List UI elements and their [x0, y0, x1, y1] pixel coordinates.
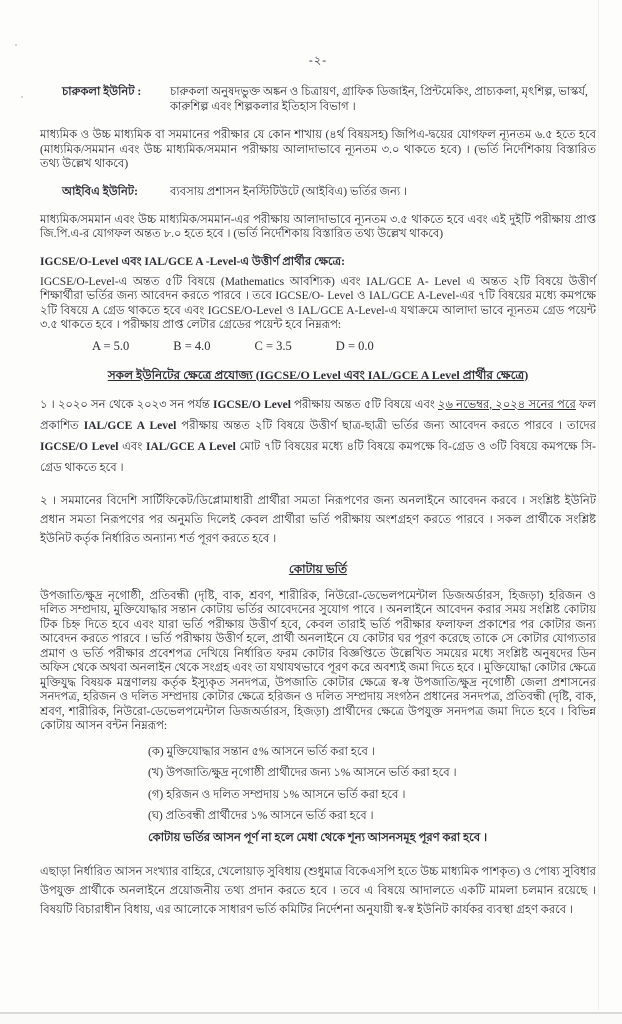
iba-unit-desc: ব্যবসায় প্রশাসন ইনস্টিটিউটে (আইবিএ) ভর্তির জন্য ।: [170, 185, 408, 198]
grade-points-row: [92, 339, 596, 354]
scan-speck: [21, 96, 23, 98]
grade-point-d: D = 0.0: [335, 338, 374, 353]
quota-item-disabled: (ঘ) প্রতিবন্ধী প্রার্থীদের ১% আসনে ভর্তি করা হবে ।: [148, 810, 374, 822]
rule-item-2: ২ । সমমানের বিদেশি সার্টিফিকেট/ডিপ্লোমাধারী প্রার্থীরা সমতা নিরূপণের জন্য অনলাইনে আবেদন করবে । সংশ্লিষ্ট ইউনিট প্রধান সমতা নিরূপণের পর অনুমতি দিলেই কেবল প্রার্থীরা ভর্তি পরীক্ষায় অংশগ্রহণ করতে পারবে । সকল প্রার্থীকে সংশ্লিষ্ট ইউনিট কর্তৃক নির্ধারিত অন্যান্য শর্ত পূরণ করতে হবে ।: [40, 494, 596, 545]
charukola-unit-label: চারুকলা ইউনিট :: [62, 86, 142, 98]
quota-item-tribal: (খ) উপজাতি/ক্ষুদ্র নৃগোষ্ঠী প্রার্থীদের জন্য ১% আসনে ভর্তি করা হবে ।: [148, 767, 457, 779]
quota-section-heading-text: কোটায় ভর্তি: [288, 561, 348, 576]
quota-merit-note: কোটায় ভর্তির আসন পূর্ণ না হলে মেধা থেকে শূন্য আসনসমূহ পূরণ করা হবে ।: [148, 831, 488, 844]
igcse-section-body: IGCSE/O-Level-এ অন্তত ৫টি বিষয়ে (Mathematics আবশ্যিক) এবং IAL/GCE A- Level এ অন্তত ২টি বিষয়ে উত্তীর্ণ শিক্ষার্থীরা ভর্তির জন্য আবেদন করতে পারবে । তবে IGCSE/O- Level ও IAL/GCE A-Level-এর ৭টি বিষয়ের মধ্যে কমপক্ষে ২টি বিষয়ে A গ্রেড থাকতে হবে এবং IGCSE/O-Level ও IAL/GCE A-Level-এ যথাক্রমে আলাদা ভাবে ন্যূনতম গ্রেড পয়েন্ট ৩.৫ থাকতে হবে । পরীক্ষায় প্রাপ্ত লেটার গ্রেডের পয়েন্ট হবে নিম্নরূপ:: [40, 275, 596, 331]
scan-speck: [15, 44, 17, 46]
charukola-unit-desc: চারুকলা অনুষদভুক্ত অঙ্কন ও চিত্রায়ণ, গ্রাফিক ডিজাইন, প্রিন্টমেকিং, প্রাচ্যকলা, মৃৎশিল্প, ভাস্কর্য, কারুশিল্প এবং শিল্পকলার ইতিহাস বিভাগ ।: [170, 86, 588, 113]
iba-requirement-para: মাধ্যমিক/সমমান এবং উচ্চ মাধ্যমিক/সমমান-এর পরীক্ষায় আলাদাভাবে ন্যূনতম ৩.৫ থাকতে হবে এবং এই দুইটি পরীক্ষায় প্রাপ্ত জি.পি.এ-র যোগফল অন্তত ৮.০ হতে হবে । (ভর্তি নির্দেশিকায় বিস্তারিত তথ্য উল্লেখ থাকবে): [40, 213, 596, 240]
all-units-section-heading: [40, 368, 596, 383]
grade-point-b: B = 4.0: [173, 338, 211, 353]
rule-item-1: ১ । ২০২০ সন থেকে ২০২৩ সন পর্যন্ত IGCSE/O Level পরীক্ষায় অন্তত ৫টি বিষয়ে এবং ২৬ নভেম্বর, ২০২৪ সনের পরে ফল প্রকাশিত IAL/GCE A Level পরীক্ষায় অন্তত ২টি বিষয়ে উত্তীর্ণ ছাত্র-ছাত্রী ভর্তির জন্য আবেদন করতে পারবে । তাদের IGCSE/O Level এবং IAL/GCE A Level মোট ৭টি বিষয়ের মধ্যে ৪টি বিষয়ে কমপক্ষে বি-গ্রেড ও ৩টি বিষয়ে কমপক্ষে সি-গ্রেড থাকতে হবে ।: [40, 398, 596, 474]
quota-section-body: উপজাতি/ক্ষুদ্র নৃগোষ্ঠী, প্রতিবন্ধী (দৃষ্টি, বাক, শ্রবণ, শারীরিক, নিউরো-ডেভেলপমেন্টাল ডিজঅর্ডারস, হিজড়া) হরিজন ও দলিত সম্প্রদায়, মুক্তিযোদ্ধার সন্তান কোটায় ভর্তির আবেদনের সুযোগ পাবে । অনলাইনে আবেদন করার সময় সংশ্লিষ্ট কোটায় টিক চিহ্ন দিতে হবে এবং যারা ভর্তি পরীক্ষায় উত্তীর্ণ হবে, কেবল তারাই ভর্তি পরীক্ষার ফলাফল প্রকাশের পর কোটার জন্য আবেদন করতে পারবে । ভর্তি পরীক্ষায় উত্তীর্ণ হলে, প্রার্থী অনলাইনে যে কোটার ঘর পূরণ করেছে তাকে সে কোটার যোগ্যতার প্রমাণ ও ভর্তি পরীক্ষার প্রবেশপত্র দেখিয়ে নির্ধারিত ফরম কোটার বিজ্ঞপ্তিতে উল্লেখিত সময়ের মধ্যে সংশ্লিষ্ট অনুষদের ডিন অফিস থেকে অথবা অনলাইন থেকে সংগ্রহ এবং তা যথাযথভাবে পূরণ করে অবশ্যই জমা দিতে হবে । মুক্তিযোদ্ধা কোটার ক্ষেত্রে মুক্তিযুদ্ধ বিষয়ক মন্ত্রণালয় কর্তৃক ইস্যুকৃত সনদপত্র, উপজাতি কোটার ক্ষেত্রে স্ব-স্ব উপজাতি/ক্ষুদ্র নৃগোষ্ঠী জেলা প্রশাসনের সনদপত্র, হরিজন ও দলিত সম্প্রদায় কোটার ক্ষেত্রে হরিজন ও দলিত সম্প্রদায় সংগঠন প্রধানের সনদপত্র, প্রতিবন্ধী (দৃষ্টি, বাক, শ্রবণ, শারীরিক, নিউরো-ডেভেলপমেন্টাল ডিজঅর্ডারস, হিজড়া) প্রার্থীদের ক্ষেত্রে উপযুক্ত সনদপত্র জমা দিতে হবে । বিভিন্ন কোটায় আসন বন্টন নিম্নরূপ:: [40, 589, 596, 732]
quota-item-freedom-fighter: (ক) মুক্তিযোদ্ধার সন্তান ৫% আসনে ভর্তি করা হবে ।: [148, 745, 375, 758]
grade-point-c: C = 3.5: [254, 338, 292, 353]
charukola-unit-row: [40, 85, 596, 115]
quota-allocation-list: [148, 742, 596, 850]
grade-point-a: A = 5.0: [92, 338, 130, 353]
iba-unit-label: আইবিএ ইউনিট:: [62, 185, 138, 198]
ssc-hsc-requirement-para: মাধ্যমিক ও উচ্চ মাধ্যমিক বা সমমানের পরীক্ষার যে কোন শাখায় (৪র্থ বিষয়সহ) জিপিএ-দ্বয়ের যোগফল ন্যূনতম ৬.৫ হতে হবে (মাধ্যমিক/সমমান এবং উচ্চ মাধ্যমিক/সমমান পরীক্ষায় আলাদাভাবে ন্যূনতম ৩.০ থাকতে হবে) । (ভর্তি নির্দেশিকায় বিস্তারিত তথ্য উল্লেখ থাকবে): [40, 129, 596, 170]
scan-right-edge: [598, 0, 599, 1010]
quota-section-heading: [40, 562, 596, 577]
all-units-section-heading-text: সকল ইউনিটের ক্ষেত্রে প্রযোজ্য (IGCSE/O Level এবং IAL/GCE A Level প্রার্থীর ক্ষেত্রে): [107, 367, 529, 382]
igcse-section-heading: IGCSE/O-Level এবং IAL/GCE A -Level-এ উত্তীর্ণ প্রার্থীর ক্ষেত্রে:: [40, 255, 345, 268]
quota-item-harijan-dalit: (গ) হরিজন ও দলিত সম্প্রদায় ১% আসনে ভর্তি করা হবে ।: [148, 788, 406, 801]
iba-unit-row: [40, 185, 596, 200]
scan-bottom-edge: [0, 1012, 622, 1024]
page-number: -২-: [308, 55, 328, 67]
closing-para: এছাড়া নির্ধারিত আসন সংখ্যার বাহিরে, খেলোয়াড় সুবিধায় (শুধুমাত্র বিকেএসপি হতে উচ্চ মাধ্যমিক পাশকৃত) ও পোষ্য সুবিধার উপযুক্ত প্রার্থীকে অনলাইনে প্রয়োজনীয় তথ্য প্রদান করতে হবে । তবে এ বিষয়ে আদালতে একটি মামলা চলমান রয়েছে । বিষয়টি বিচারাধীন বিধায়, এর আলোকে সাধারণ ভর্তি কমিটির নির্দেশনা অনুযায়ী স্ব-স্ব ইউনিট কার্যকর ব্যবস্থা গ্রহণ করবে ।: [40, 866, 596, 916]
